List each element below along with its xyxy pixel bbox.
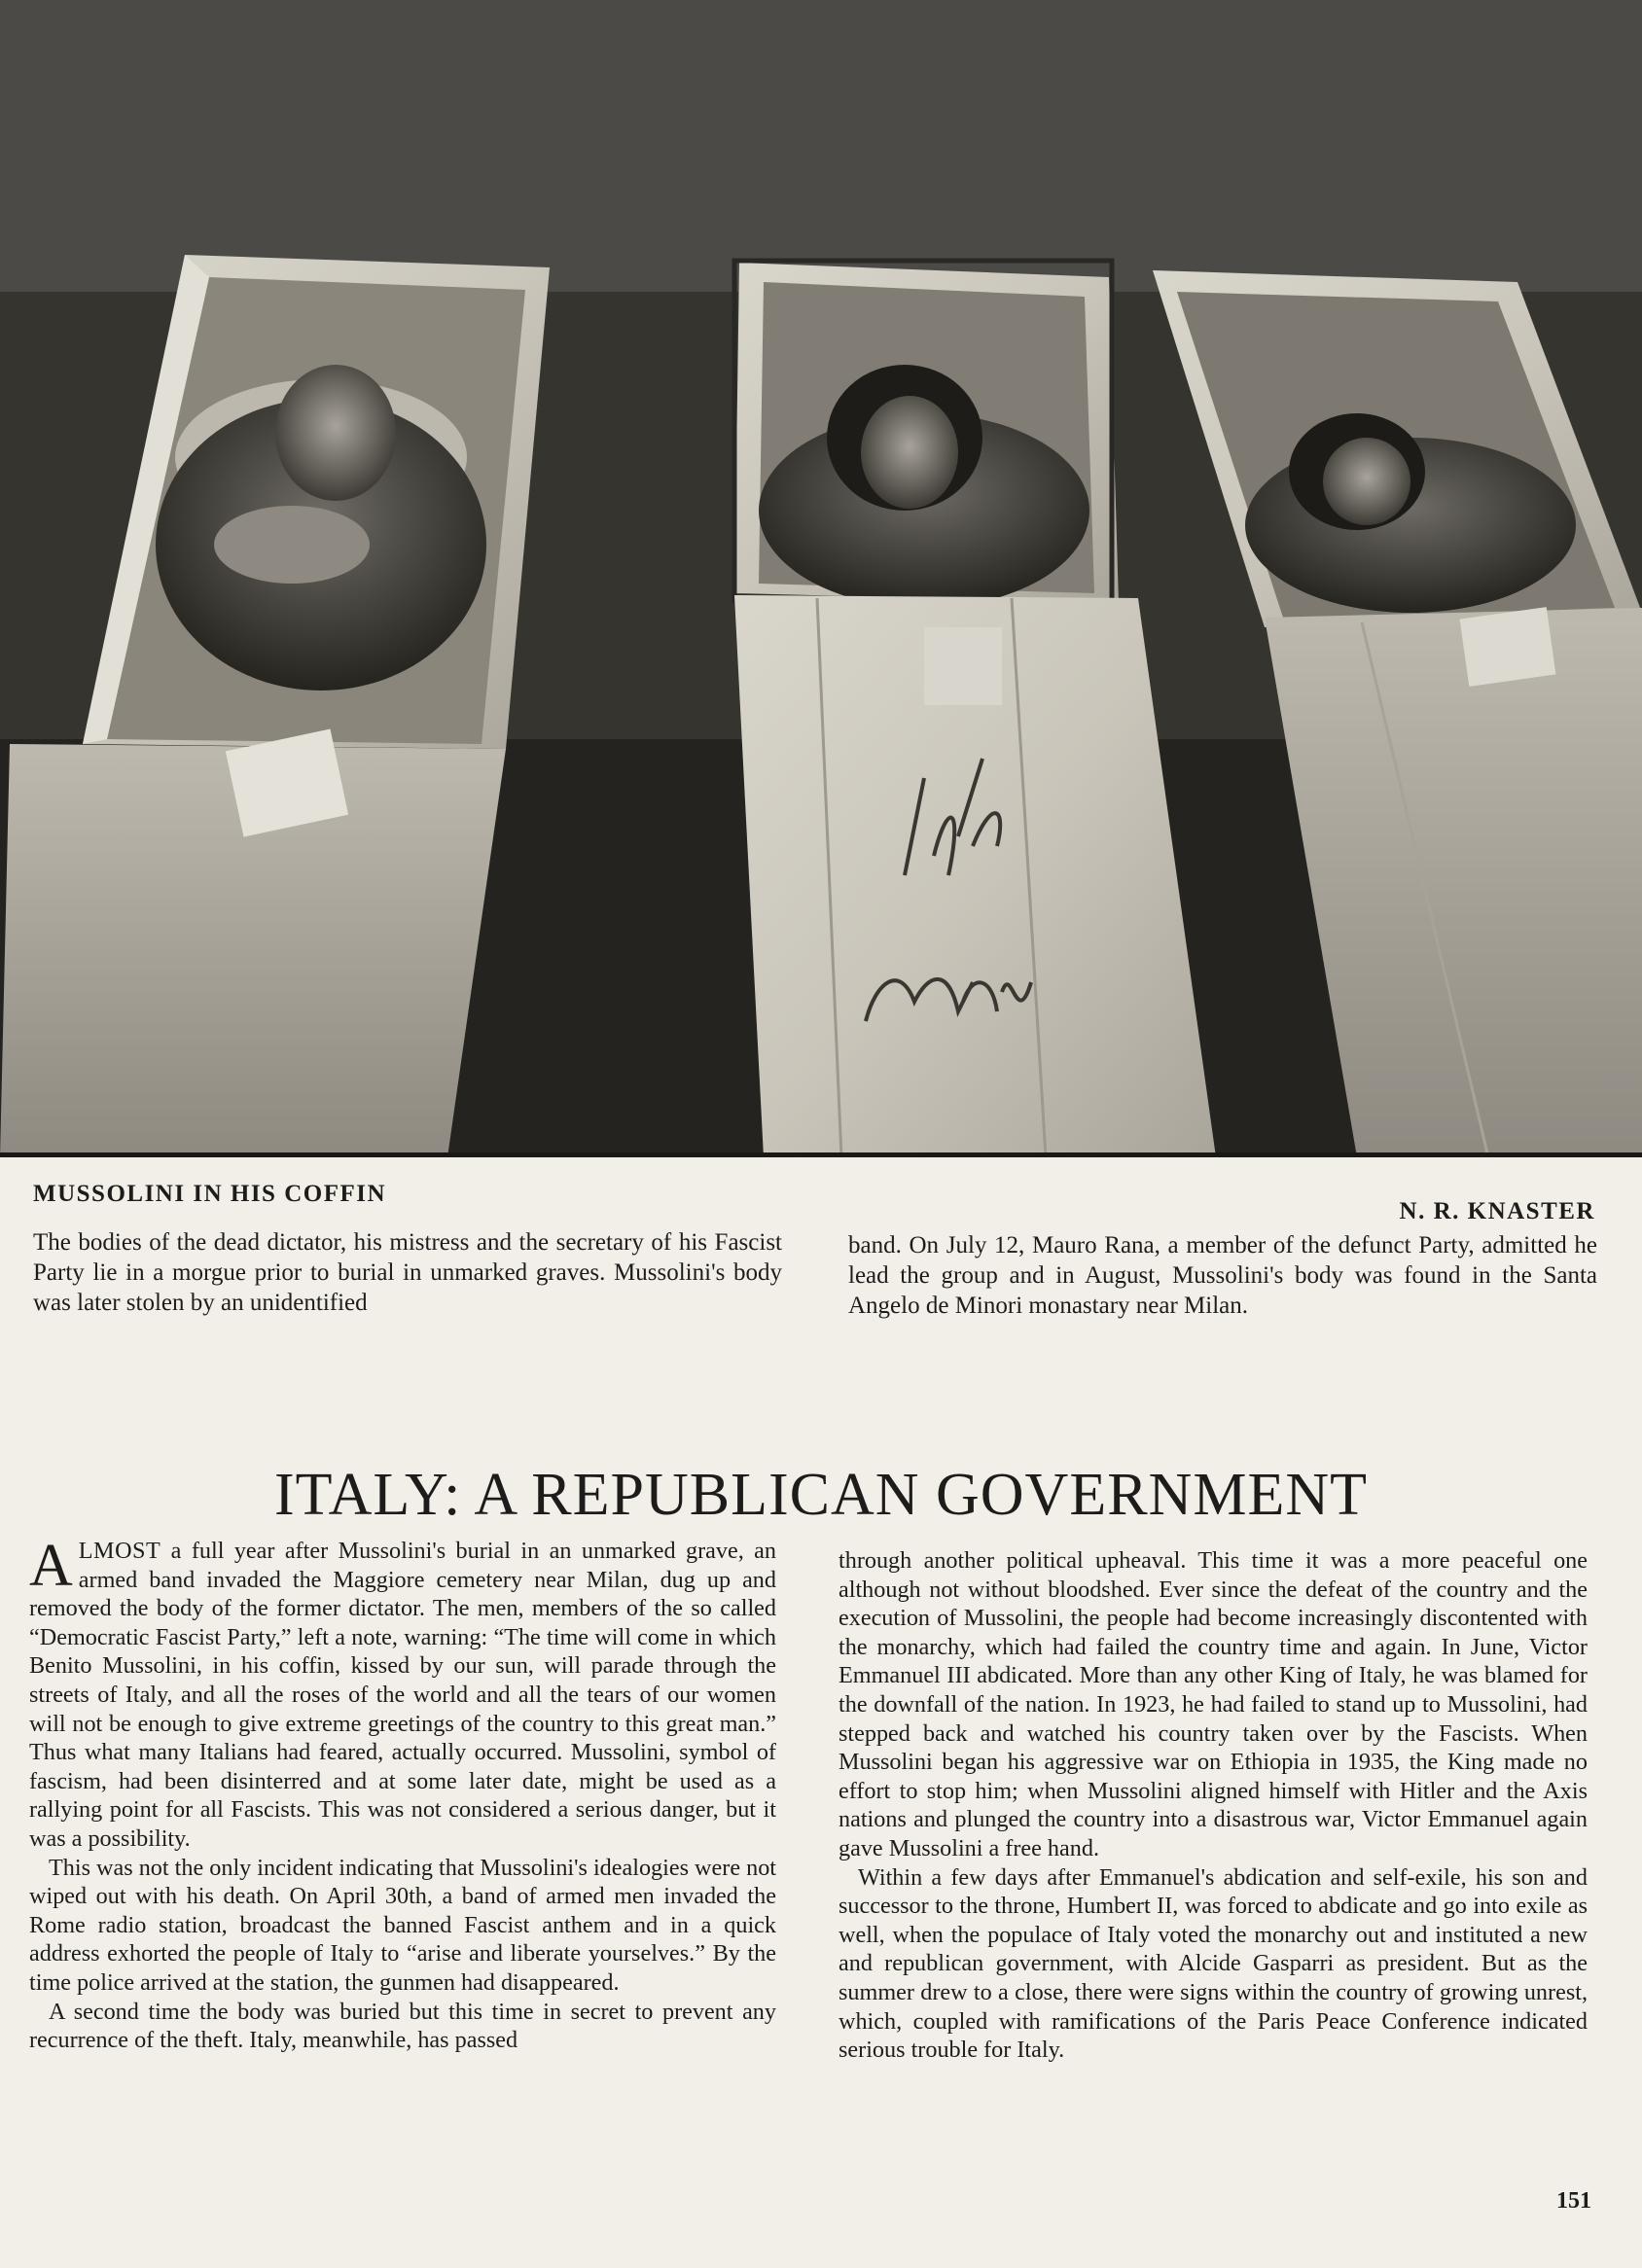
article-paragraph-4: through another political upheaval. This time it was a more peaceful one although not without bloodshed. Ever since the defeat of the country and the execution of Mussolini, the people had become increasingly discontented with the monarchy, which had failed the country time and again. In June, Victor Emmanuel III abdicated. More than any other King of Italy, he was blamed for the downfall of the nation. In 1923, he had failed to stand up to Mussolini, had stepped back and watched his country taken over by the Fascists. When Mussolini began his aggressive war on Ethiopia in 1935, the King made no effort to stop him; when Mussolini aligned himself with Hitler and the Axis nations and plunged the country into a disastrous war, Victor Emmanuel again gave Mussolini a free hand. [839,1547,1588,1861]
photo-credit: N. R. KNASTER [1399,1198,1595,1224]
article-paragraph-3: A second time the body was buried but this time in secret to prevent any recurrence of the theft. Italy, meanwhile, has passed [29,1998,776,2054]
article-paragraph-1 [29,1533,776,1854]
article-column-2 [839,1546,1588,2065]
caption-title: MUSSOLINI IN HIS COFFIN [33,1181,387,1207]
drop-cap: A [29,1533,73,1599]
paragraph-1-text: a full year after Mussolini's burial in an unmarked grave, an armed band invaded the Maggiore cemetery near Milan, dug up and removed the body of the former dictator. The men, members of the so called “Democratic Fascist Party,” left a note, warning: “The time will come in which Benito Mussolini, in his coffin, kissed by our sun, will parade through the streets of Italy, and all the roses of the world and all the tears of our women will not be enough to give extreme greetings of the country to this great man.” Thus what many Italians had feared, actually occurred. Mussolini, symbol of fascism, had been disinterred and at some later date, might be used as a rallying point for all Fascists. This was not considered a serious danger, but it was a possibility. [29,1538,776,1852]
caption-text-col2: band. On July 12, Mauro Rana, a member of the defunct Party, admitted he lead the group and in August, Mussolini's body was found in the Santa Angelo de Minori monastary near Milan. [848,1232,1597,1319]
article-column-1 [29,1533,777,2055]
caption-text-col1: The bodies of the dead dictator, his mistress and the secretary of his Fascist Party lie in a morgue prior to burial in unmarked graves. Mussolini's body was later stolen by an unidentified [33,1229,782,1316]
article-paragraph-5: Within a few days after Emmanuel's abdication and self-exile, his son and successor to the throne, Humbert II, was forced to abdicate and go into exile as well, when the populace of Italy voted the monarchy out and instituted a new and republican government, with Alcide Gasparri as president. But as the summer drew to a close, there were signs within the country of growing unrest, which, coupled with ramifications of the Paris Peace Conference indicated serious trouble for Italy. [839,1863,1588,2064]
article-headline: ITALY: A REPUBLICAN GOVERNMENT [274,1461,1368,1528]
lead-word: LMOST [78,1538,161,1564]
article-paragraph-2: This was not the only incident indicating that Mussolini's idealogies were not wiped out with his death. On April 30th, a band of armed men invaded the Rome radio station, broadcast the banned Fascist anthem and in a quick address exhorted the people of Italy to “arise and liberate yourselves.” By the time police arrived at the station, the gunmen had disappeared. [29,1854,777,1996]
page-number: 151 [1556,2188,1591,2214]
